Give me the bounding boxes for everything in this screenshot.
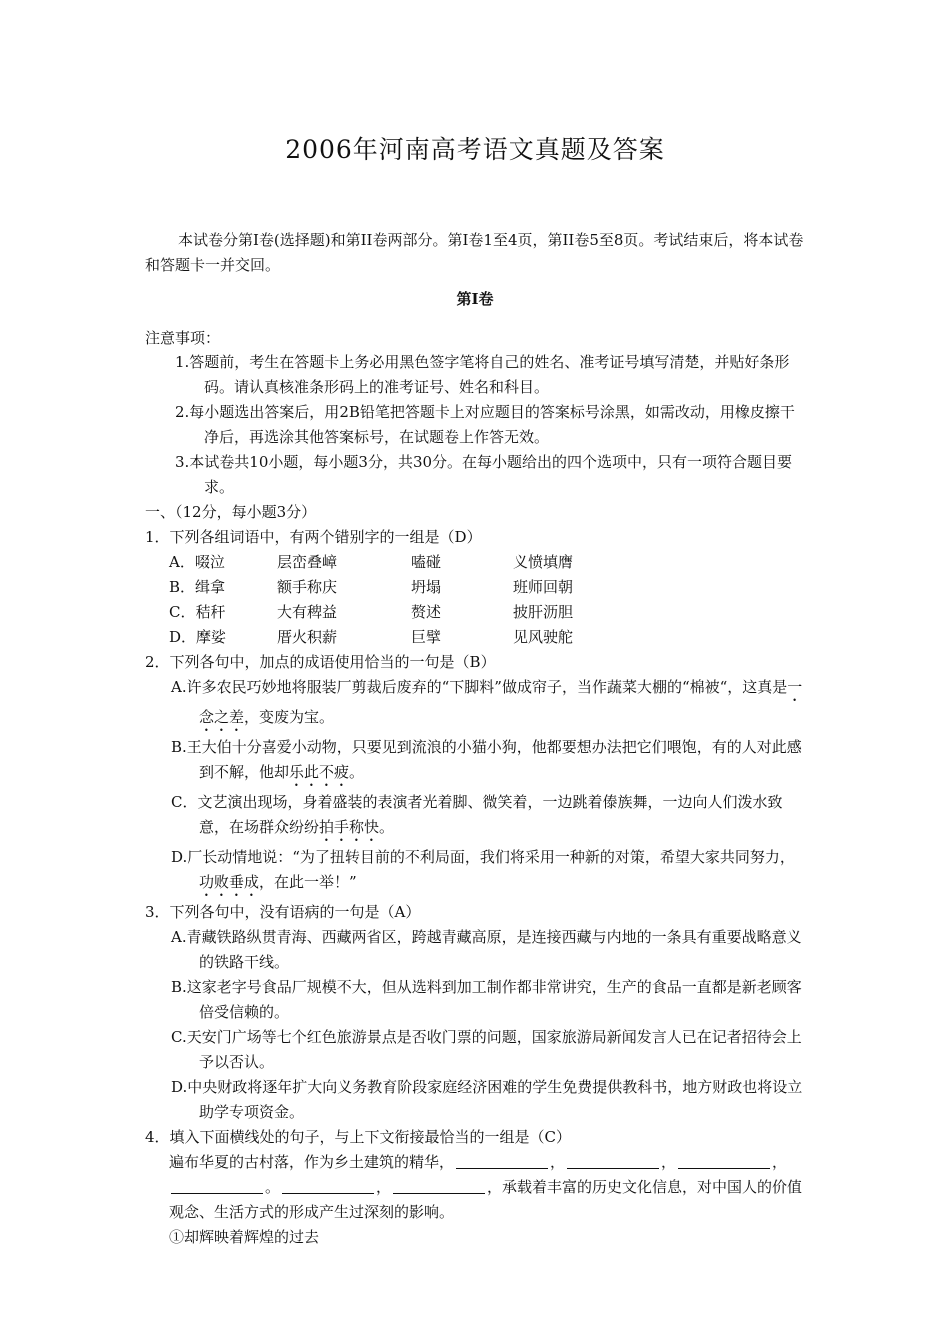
option-word: 赘述 bbox=[411, 603, 442, 621]
question-2-option-b bbox=[171, 735, 807, 790]
dotted-idiom: 功败垂成 bbox=[199, 873, 260, 891]
option-word: 巨擘 bbox=[411, 628, 442, 646]
question-1-options bbox=[169, 550, 807, 650]
dotted-idiom: 乐此不疲 bbox=[289, 763, 350, 781]
option-word: B．缉拿 bbox=[169, 578, 226, 596]
fill-blank[interactable] bbox=[171, 1178, 263, 1194]
punct: ， bbox=[550, 1153, 566, 1171]
option-word: 层峦叠嶂 bbox=[277, 553, 338, 571]
notice-list bbox=[175, 350, 807, 500]
option-text: C．文艺演出现场，身着盛装的表演者光着脚、微笑着，一边跳着傣族舞，一边向人们泼水致意，在场群众纷纷 bbox=[171, 793, 783, 836]
question-2-option-a bbox=[171, 675, 807, 735]
question-3-option: B.这家老字号食品厂规模不大，但从选料到加工制作都非常讲究，生产的食品一直都是新老顾客倍受信赖的。 bbox=[171, 978, 802, 1021]
option-row bbox=[169, 600, 807, 625]
passage-text: ，承载着丰富的历史文化信息，对中国人的价值观念、生活方式的形成产生过深刻的影响。 bbox=[169, 1178, 803, 1221]
option-text: 。 bbox=[349, 763, 365, 781]
punct: 。 bbox=[265, 1178, 281, 1196]
option-row bbox=[169, 550, 807, 575]
option-word: 厝火积薪 bbox=[277, 628, 338, 646]
fill-blank[interactable] bbox=[678, 1153, 770, 1169]
option-word: 班师回朝 bbox=[513, 578, 574, 596]
option-word: D．摩娑 bbox=[169, 628, 227, 646]
question-1-stem: 1．下列各组词语中，有两个错别字的一组是（D） bbox=[145, 528, 482, 546]
question-3-option: D.中央财政将逐年扩大向义务教育阶段家庭经济困难的学生免费提供教科书，地方财政也将设立助学专项资金。 bbox=[171, 1078, 803, 1121]
notice-item: 2.每小题选出答案后，用2B铅笔把答题卡上对应题目的答案标号涂黑，如需改动，用橡皮擦干净后，再选涂其他答案标号，在试题卷上作答无效。 bbox=[175, 403, 795, 446]
option-text: ，在此一举！” bbox=[259, 873, 357, 891]
option-word: 坍塌 bbox=[411, 578, 442, 596]
fill-blank[interactable] bbox=[456, 1153, 548, 1169]
option-word: A．啜泣 bbox=[169, 553, 225, 571]
question-4-passage bbox=[169, 1150, 807, 1225]
question-4-stem: 4．填入下面横线处的句子，与上下文衔接最恰当的一组是（C） bbox=[145, 1128, 572, 1146]
dotted-idiom: 拍手称快 bbox=[319, 818, 380, 836]
punct: ， bbox=[661, 1153, 677, 1171]
volume-title: 第I卷 bbox=[456, 290, 494, 308]
option-text: A.许多农民巧妙地将服装厂剪裁后废弃的“下脚料”做成帘子，当作蔬菜大棚的“棉被“，这真是 bbox=[171, 678, 788, 696]
option-word: 嗑碰 bbox=[411, 553, 442, 571]
option-text: D.厂长动情地说：“为了扭转目前的不利局面，我们将采用一种新的对策，希望大家共同努力， bbox=[171, 848, 795, 866]
question-3-option: C.天安门广场等七个红色旅游景点是否收门票的问题，国家旅游局新闻发言人已在记者招待会上予以否认。 bbox=[171, 1028, 802, 1071]
fill-blank[interactable] bbox=[282, 1178, 374, 1194]
notice-item: 1.答题前，考生在答题卡上务必用黑色签字笔将自己的姓名、准考证号填写清楚，并贴好条形码。请认真核准条形码上的准考证号、姓名和科目。 bbox=[175, 353, 790, 396]
notice-item: 3.本试卷共10小题，每小题3分，共30分。在每小题给出的四个选项中，只有一项符合题目要求。 bbox=[175, 453, 793, 496]
dotted-idiom: 一念之差 bbox=[199, 678, 803, 726]
fill-blank[interactable] bbox=[567, 1153, 659, 1169]
document-title: 2006年河南高考语文真题及答案 bbox=[285, 135, 665, 164]
option-text: 。 bbox=[379, 818, 395, 836]
punct: ， bbox=[772, 1153, 788, 1171]
question-2-option-c bbox=[171, 790, 807, 845]
option-word: 披肝沥胆 bbox=[513, 603, 574, 621]
section-heading: 一、（12分，每小题3分） bbox=[145, 503, 317, 521]
question-3-stem: 3．下列各句中，没有语病的一句是（A） bbox=[145, 903, 421, 921]
notice-heading: 注意事项： bbox=[145, 329, 221, 347]
fill-blank[interactable] bbox=[393, 1178, 485, 1194]
option-text: B.王大伯十分喜爱小动物，只要见到流浪的小猫小狗，他都要想办法把它们喂饱，有的人对此感到不解，他却 bbox=[171, 738, 802, 781]
option-row bbox=[169, 575, 807, 600]
section-one bbox=[145, 500, 807, 1250]
punct: ， bbox=[376, 1178, 392, 1196]
intro-paragraph: 本试卷分第I卷(选择题)和第II卷两部分。第I卷1至4页，第II卷5至8页。考试结束后，将本试卷和答题卡一并交回。 bbox=[145, 231, 804, 274]
option-word: C．秸秆 bbox=[169, 603, 226, 621]
question-4-item-1: ①却辉映着辉煌的过去 bbox=[169, 1228, 320, 1246]
option-word: 额手称庆 bbox=[277, 578, 338, 596]
question-2-option-d bbox=[171, 845, 807, 900]
option-row bbox=[169, 625, 807, 650]
option-word: 义愤填膺 bbox=[513, 553, 574, 571]
passage-text: 遍布华夏的古村落，作为乡土建筑的精华， bbox=[169, 1153, 455, 1171]
option-text: ，变废为宝。 bbox=[244, 708, 335, 726]
question-3-option: A.青藏铁路纵贯青海、西藏两省区，跨越青藏高原，是连接西藏与内地的一条具有重要战略意义的铁路干线。 bbox=[171, 928, 802, 971]
option-word: 见风驶舵 bbox=[513, 628, 574, 646]
question-2-stem: 2．下列各句中，加点的成语使用恰当的一句是（B） bbox=[145, 653, 496, 671]
option-word: 大有稗益 bbox=[277, 603, 338, 621]
